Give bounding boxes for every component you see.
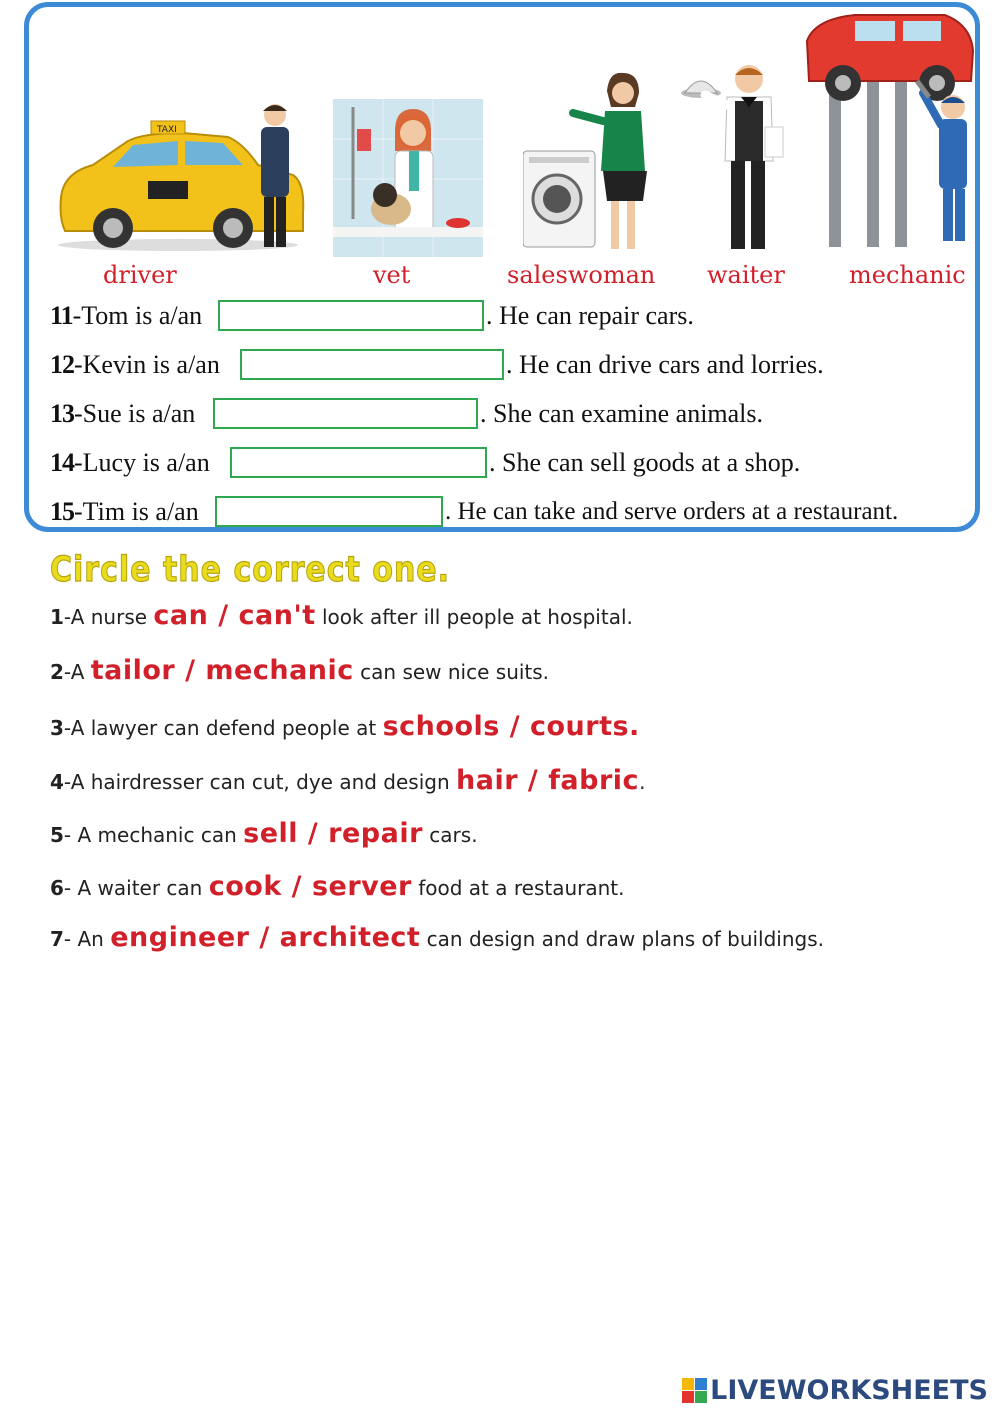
question-number: 15 — [50, 497, 74, 526]
question-subject: -Tim is a/an — [74, 497, 199, 526]
question-rest: . She can sell goods at a shop. — [489, 448, 801, 477]
circle-item-3 — [50, 711, 640, 742]
item-number: 7 — [50, 927, 64, 951]
item-pre: -A hairdresser can cut, dye and design — [63, 770, 457, 794]
item-pre: -A — [63, 660, 91, 684]
item-pre: -A lawyer can defend people at — [63, 716, 383, 740]
circle-item-2 — [50, 655, 549, 686]
circle-item-1 — [50, 600, 633, 631]
item-post: cars. — [422, 823, 478, 847]
question-number: 13 — [50, 399, 74, 428]
answer-input-11[interactable] — [218, 300, 484, 331]
item-number: 5 — [50, 823, 64, 847]
question-subject: -Kevin is a/an — [74, 350, 220, 379]
label-saleswoman: saleswoman — [507, 261, 656, 289]
question-rest: . He can take and serve orders at a restaurant. — [445, 498, 899, 525]
item-number: 3 — [50, 716, 64, 740]
question-rest: . He can drive cars and lorries. — [506, 350, 824, 379]
section-title: Circle the correct one. — [50, 550, 451, 591]
item-number: 4 — [50, 770, 64, 794]
item-options[interactable]: sell / repair — [243, 818, 423, 849]
label-waiter: waiter — [707, 261, 785, 289]
answer-input-12[interactable] — [240, 349, 504, 380]
question-13 — [50, 397, 195, 431]
item-options[interactable]: tailor / mechanic — [90, 655, 354, 686]
question-number: 11 — [50, 301, 73, 330]
item-post: look after ill people at hospital. — [315, 605, 633, 629]
item-options[interactable]: engineer / architect — [110, 922, 421, 953]
label-mechanic: mechanic — [849, 261, 966, 289]
item-pre: -A nurse — [63, 605, 154, 629]
answer-input-14[interactable] — [230, 447, 487, 478]
logo-mark-icon — [682, 1378, 707, 1403]
item-post: . — [639, 770, 646, 794]
label-driver: driver — [103, 261, 177, 289]
item-options[interactable]: hair / fabric — [456, 765, 640, 796]
item-post: can design and draw plans of buildings. — [420, 927, 825, 951]
brand-name: LIVEWORKSHEETS — [710, 1375, 988, 1406]
item-post: can sew nice suits. — [353, 660, 550, 684]
circle-item-7 — [50, 922, 824, 953]
driver-illustration — [53, 103, 313, 253]
question-number: 14 — [50, 448, 74, 477]
item-number: 1 — [50, 605, 64, 629]
item-options[interactable]: schools / courts. — [382, 711, 640, 742]
taxi-sign: TAXI — [157, 125, 177, 135]
item-pre: - A waiter can — [63, 876, 209, 900]
mechanic-illustration — [805, 11, 975, 251]
saleswoman-illustration — [523, 71, 663, 257]
question-11 — [50, 299, 202, 333]
item-pre: - An — [63, 927, 111, 951]
item-number: 6 — [50, 876, 64, 900]
waiter-illustration — [679, 61, 799, 257]
vet-illustration — [333, 99, 483, 257]
question-subject: -Lucy is a/an — [74, 448, 210, 477]
item-number: 2 — [50, 660, 64, 684]
answer-input-13[interactable] — [213, 398, 478, 429]
question-subject: -Tom is a/an — [72, 301, 203, 330]
item-post: food at a restaurant. — [411, 876, 625, 900]
question-rest: . She can examine animals. — [480, 399, 764, 428]
question-number: 12 — [50, 350, 74, 379]
answer-input-15[interactable] — [215, 496, 443, 527]
question-14 — [50, 446, 210, 480]
circle-item-6 — [50, 871, 625, 902]
label-vet: vet — [373, 261, 411, 289]
circle-item-4 — [50, 765, 645, 796]
item-options[interactable]: cook / server — [208, 871, 412, 902]
question-rest: . He can repair cars. — [486, 301, 694, 330]
circle-item-5 — [50, 818, 478, 849]
item-pre: - A mechanic can — [63, 823, 244, 847]
question-subject: -Sue is a/an — [74, 399, 196, 428]
question-12 — [50, 348, 220, 382]
liveworksheets-logo — [682, 1375, 988, 1406]
item-options[interactable]: can / can't — [153, 600, 316, 631]
question-15 — [50, 495, 199, 529]
